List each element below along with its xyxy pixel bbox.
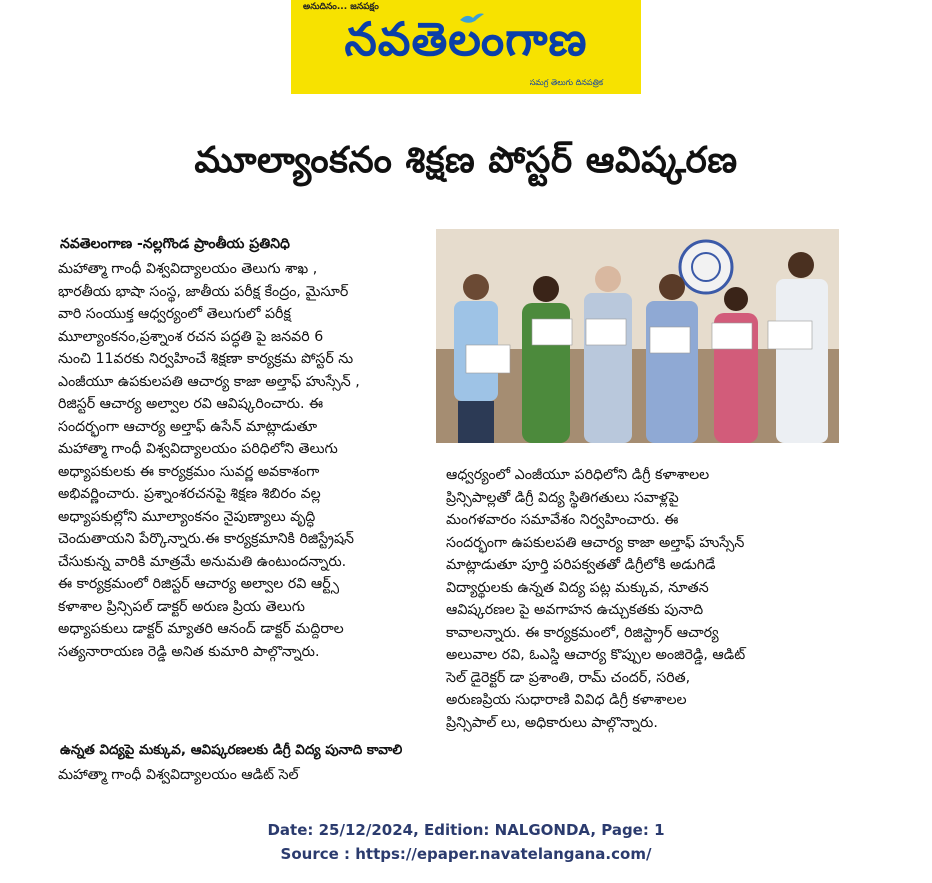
text-line: ఎంజీయూ ఉపకులపతి ఆచార్య కాజా అల్తాఫ్ హుస్సేన్ , [58, 373, 360, 390]
text-line: కావాలన్నారు. ఈ కార్యక్రమంలో, రిజిస్ట్రార్ ఆచార్య [446, 624, 719, 641]
text-line: సత్యనారాయణ రెడ్డి అనిత కుమారి పాల్గొన్నారు. [58, 643, 320, 660]
text-line: సెల్ డైరెక్టర్ డా ప్రశాంతి, రామ్ చందర్, సరిత, [446, 669, 691, 686]
article-headline: మూల్యాంకనం శిక్షణ పోస్టర్ ఆవిష్కరణ [194, 140, 738, 181]
text-line: మహాత్మా గాంధీ విశ్వవిద్యాలయం తెలుగు శాఖ , [58, 261, 318, 277]
newspaper-logo [291, 0, 641, 94]
logo-subtitle: సమగ్ర తెలుగు దినపత్రిక [529, 78, 603, 87]
text-line: ఈ కార్యక్రమంలో రిజిస్టర్ ఆచార్య అల్వాల రవి ఆర్ట్స్ [58, 576, 340, 592]
text-line: నుంచి 11వరకు నిర్వహించే శిక్షణా కార్యక్రమ పోస్టర్ ను [58, 351, 354, 367]
text-line: మూల్యాంకనం,ప్రశ్నాంశ రచన పద్ధతి పై జనవరి 6 [58, 328, 324, 345]
logo-tagline: అనుదినం... జనపక్షం [303, 2, 379, 12]
text-line: ఆధ్వర్యంలో ఎంజీయూ పరిధిలోని డిగ్రీ కళాశాలల [446, 467, 710, 483]
text-line: చేసుకున్న వారికి మాత్రమే అనుమతి ఉంటుందన్నారు. [58, 553, 347, 570]
text-line: అరుణప్రియ సుధారాణి వివిధ డిగ్రీ కళాశాలల [446, 692, 687, 708]
text-line: మహాత్మా గాంధీ విశ్వవిద్యాలయం ఆడిట్ సెల్ [58, 767, 299, 783]
text-line: అధ్యాపకులకు ఈ కార్యక్రమం సువర్ణ అవకాశంగా [58, 463, 320, 480]
left-column [58, 258, 360, 663]
right-column [446, 464, 745, 734]
logo-name: నవతెలంగాణ [344, 12, 588, 66]
text-line: విద్యార్థులకు ఉన్నత విద్య పట్ల మక్కువ, నూతన [446, 579, 709, 596]
text-line: అధ్యాపకులు డాక్టర్ మ్యాతరి ఆనంద్ డాక్టర్ మద్దిరాల [58, 621, 344, 637]
text-line: ప్రిన్సిపాల్లతో డిగ్రీ విద్య స్థితిగతులు సవాళ్లపై [446, 489, 679, 506]
article-photo [436, 229, 839, 443]
text-line: సందర్భంగా ఆచార్య అల్తాఫ్ ఉసేన్ మాట్లాడుతూ [58, 418, 318, 435]
text-line: అధ్యాపకుల్లోని మూల్యాంకనం నైపుణ్యాలు వృద్ధి [58, 508, 316, 525]
text-line: మంగళవారం సమావేశం నిర్వహించారు. ఈ [446, 512, 679, 528]
text-line: వారి సంయుక్త ఆధ్వర్యంలో తెలుగులో పరీక్ష [58, 306, 291, 322]
text-line: అలువాల రవి, ఓఎస్డి ఆచార్య కొప్పుల అంజిరెడ్డి, ఆడిట్ [446, 647, 746, 663]
footer-date-edition: Date: 25/12/2024, Edition: NALGONDA, Page: 1 [267, 821, 665, 839]
text-line: అభివర్ణించారు. ప్రశ్నాంశరచనపై శిక్షణ శిబిరం వల్ల [58, 486, 321, 502]
text-line: ఆవిష్కరణల పై అవగాహన ఉచ్చుకతకు పునాది [446, 602, 704, 618]
footer-source: Source : https://epaper.navatelangana.com/ [280, 845, 652, 863]
article-subheading: ఉన్నత విద్యపై మక్కువ, ఆవిష్కరణలకు డిగ్రీ విద్య పునాది కావాలి [60, 742, 403, 758]
text-line: మాట్లాడుతూ పూర్తి పరిపక్వతతో డిగ్రీలోకి అడుగిడే [446, 557, 716, 573]
left-column-tail [58, 764, 299, 787]
text-line: రిజిస్టర్ ఆచార్య అల్వాల రవి ఆవిష్కరించారు. ఈ [58, 396, 324, 412]
article-byline: నవతెలంగాణ -నల్లగొండ ప్రాంతీయ ప్రతినిధి [60, 236, 290, 252]
text-line: కళాశాల ప్రిన్సిపల్ డాక్టర్ అరుణ ప్రియ తెలుగు [58, 598, 305, 615]
text-line: మహాత్మా గాంధీ విశ్వవిద్యాలయం పరిధిలోని తెలుగు [58, 441, 338, 457]
text-line: చెందుతాయని పేర్కొన్నారు.ఈ కార్యక్రమానికి రిజిస్ట్రేషన్ [58, 531, 355, 547]
text-line: సందర్భంగా ఉపకులపతి ఆచార్య కాజా అల్తాఫ్ హుస్సేన్ [446, 534, 745, 551]
text-line: ప్రిన్సిపాల్ లు, అధికారులు పాల్గొన్నారు. [446, 714, 658, 731]
text-line: భారతీయ భాషా సంస్థ, జాతీయ పరీక్ష కేంద్రం, మైసూర్ [58, 283, 349, 300]
